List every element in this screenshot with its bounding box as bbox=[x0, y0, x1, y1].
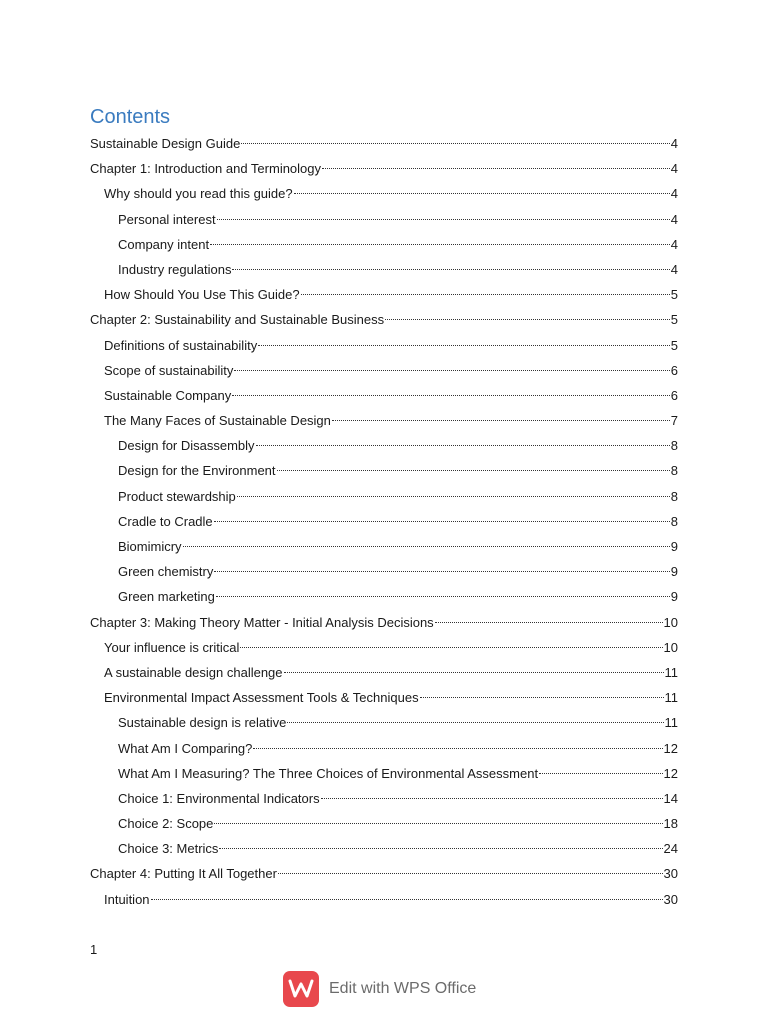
toc-entry-page: 5 bbox=[670, 287, 678, 303]
toc-dot-leader bbox=[183, 546, 670, 547]
toc-dot-leader bbox=[258, 345, 670, 346]
toc-entry-title: Industry regulations bbox=[118, 261, 232, 277]
toc-dot-leader bbox=[210, 244, 670, 245]
edit-with-wps-badge[interactable] bbox=[283, 971, 476, 1007]
toc-entry-title: How Should You Use This Guide? bbox=[104, 287, 300, 303]
toc-entry[interactable] bbox=[90, 181, 678, 206]
toc-entry-page: 10 bbox=[663, 639, 678, 655]
toc-entry[interactable] bbox=[90, 710, 678, 735]
toc-entry[interactable] bbox=[90, 736, 678, 761]
toc-entry-page: 4 bbox=[670, 261, 678, 277]
toc-entry-page: 11 bbox=[664, 690, 678, 706]
toc-dot-leader bbox=[217, 219, 670, 220]
toc-dot-leader bbox=[241, 143, 669, 144]
table-of-contents bbox=[90, 131, 678, 912]
toc-entry[interactable] bbox=[90, 534, 678, 559]
toc-entry-title: What Am I Measuring? The Three Choices of Environmental Assessment bbox=[118, 765, 539, 781]
toc-entry-page: 8 bbox=[670, 488, 678, 504]
toc-dot-leader bbox=[277, 470, 670, 471]
toc-entry-page: 12 bbox=[663, 740, 678, 756]
wps-badge-label: Edit with WPS Office bbox=[329, 980, 477, 997]
toc-entry[interactable] bbox=[90, 307, 678, 332]
toc-entry-page: 4 bbox=[670, 136, 678, 151]
toc-dot-leader bbox=[256, 445, 670, 446]
toc-entry-page: 10 bbox=[663, 614, 678, 630]
wps-office-logo-icon bbox=[283, 971, 319, 1007]
toc-entry[interactable] bbox=[90, 484, 678, 509]
toc-entry-title: The Many Faces of Sustainable Design bbox=[104, 413, 331, 429]
toc-entry[interactable] bbox=[90, 408, 678, 433]
toc-entry[interactable] bbox=[90, 811, 678, 836]
page-number: 1 bbox=[90, 942, 98, 957]
toc-entry-title: Chapter 2: Sustainability and Sustainable Business bbox=[90, 312, 385, 328]
toc-dot-leader bbox=[216, 596, 670, 597]
toc-entry[interactable] bbox=[90, 559, 678, 584]
toc-entry-page: 12 bbox=[663, 765, 678, 781]
toc-entry-page: 4 bbox=[670, 211, 678, 227]
toc-dot-leader bbox=[321, 798, 663, 799]
toc-dot-leader bbox=[219, 848, 662, 849]
toc-entry-page: 24 bbox=[663, 841, 678, 857]
toc-dot-leader bbox=[301, 294, 670, 295]
toc-dot-leader bbox=[435, 622, 663, 623]
toc-entry-page: 5 bbox=[670, 337, 678, 353]
toc-entry-title: Chapter 3: Making Theory Matter - Initial Analysis Decisions bbox=[90, 614, 434, 630]
toc-entry-title: Choice 2: Scope bbox=[118, 816, 214, 832]
toc-entry[interactable] bbox=[90, 358, 678, 383]
toc-entry-title: Choice 1: Environmental Indicators bbox=[118, 790, 320, 806]
toc-dot-leader bbox=[214, 521, 670, 522]
toc-entry[interactable] bbox=[90, 610, 678, 635]
toc-entry-page: 7 bbox=[670, 413, 678, 429]
toc-dot-leader bbox=[214, 571, 669, 572]
toc-dot-leader bbox=[214, 823, 662, 824]
toc-entry-page: 9 bbox=[670, 539, 678, 554]
toc-entry-page: 11 bbox=[664, 715, 678, 731]
toc-dot-leader bbox=[385, 319, 670, 320]
toc-entry-title: Scope of sustainability bbox=[104, 362, 234, 378]
toc-entry[interactable] bbox=[90, 207, 678, 232]
toc-entry-page: 8 bbox=[670, 438, 678, 454]
toc-entry[interactable] bbox=[90, 433, 678, 458]
toc-dot-leader bbox=[253, 748, 662, 749]
toc-entry[interactable] bbox=[90, 786, 678, 811]
toc-heading: Contents bbox=[90, 106, 171, 128]
toc-entry-page: 18 bbox=[663, 816, 678, 832]
toc-entry[interactable] bbox=[90, 458, 678, 483]
toc-entry[interactable] bbox=[90, 635, 678, 660]
toc-dot-leader bbox=[287, 722, 663, 723]
toc-dot-leader bbox=[232, 269, 669, 270]
toc-entry-title: Design for Disassembly bbox=[118, 438, 255, 454]
toc-entry-title: Sustainable design is relative bbox=[118, 715, 287, 731]
toc-entry[interactable] bbox=[90, 131, 678, 156]
toc-dot-leader bbox=[240, 647, 662, 648]
toc-entry-title: Green marketing bbox=[118, 589, 215, 605]
toc-entry-title: What Am I Comparing? bbox=[118, 740, 253, 756]
toc-entry-page: 8 bbox=[670, 513, 678, 529]
toc-entry-title: Design for the Environment bbox=[118, 463, 276, 479]
toc-entry[interactable] bbox=[90, 584, 678, 609]
toc-entry-title: A sustainable design challenge bbox=[104, 664, 283, 680]
toc-dot-leader bbox=[234, 370, 669, 371]
toc-entry[interactable] bbox=[90, 761, 678, 786]
toc-entry-page: 30 bbox=[663, 891, 678, 907]
toc-entry-title: Environmental Impact Assessment Tools & Techniques bbox=[104, 690, 419, 706]
toc-entry-title: Green chemistry bbox=[118, 564, 214, 580]
toc-entry-page: 8 bbox=[670, 463, 678, 479]
toc-entry-page: 4 bbox=[670, 161, 678, 177]
toc-entry-title: Definitions of sustainability bbox=[104, 337, 258, 353]
toc-entry-title: Why should you read this guide? bbox=[104, 186, 293, 202]
toc-entry-title: Company intent bbox=[118, 236, 210, 252]
toc-dot-leader bbox=[332, 420, 670, 421]
toc-entry[interactable] bbox=[90, 861, 678, 886]
toc-entry-page: 6 bbox=[670, 387, 678, 403]
toc-entry[interactable] bbox=[90, 257, 678, 282]
toc-entry-page: 9 bbox=[670, 589, 678, 605]
toc-entry-title: Your influence is critical bbox=[104, 639, 240, 655]
toc-entry[interactable] bbox=[90, 509, 678, 534]
toc-entry[interactable] bbox=[90, 156, 678, 181]
toc-entry-title: Chapter 1: Introduction and Terminology bbox=[90, 161, 322, 177]
toc-dot-leader bbox=[278, 873, 663, 874]
toc-dot-leader bbox=[420, 697, 664, 698]
toc-entry[interactable] bbox=[90, 333, 678, 358]
toc-entry-title: Cradle to Cradle bbox=[118, 513, 213, 529]
toc-entry-title: Biomimicry bbox=[118, 539, 182, 554]
toc-entry[interactable] bbox=[90, 887, 678, 912]
toc-entry-title: Sustainable Company bbox=[104, 387, 232, 403]
toc-entry[interactable] bbox=[90, 383, 678, 408]
toc-entry-page: 30 bbox=[663, 866, 678, 882]
toc-entry[interactable] bbox=[90, 282, 678, 307]
toc-entry[interactable] bbox=[90, 685, 678, 710]
toc-dot-leader bbox=[232, 395, 670, 396]
toc-entry-page: 6 bbox=[670, 362, 678, 378]
toc-entry-page: 5 bbox=[670, 312, 678, 328]
toc-entry-page: 4 bbox=[670, 236, 678, 252]
toc-entry-page: 4 bbox=[670, 186, 678, 202]
toc-entry-page: 9 bbox=[670, 564, 678, 580]
toc-entry-page: 14 bbox=[663, 790, 678, 806]
toc-entry[interactable] bbox=[90, 836, 678, 861]
toc-dot-leader bbox=[294, 193, 670, 194]
toc-entry[interactable] bbox=[90, 232, 678, 257]
toc-entry-page: 11 bbox=[664, 664, 678, 680]
toc-dot-leader bbox=[151, 899, 663, 900]
toc-entry-title: Intuition bbox=[104, 891, 150, 907]
toc-dot-leader bbox=[539, 773, 662, 774]
toc-entry-title: Sustainable Design Guide bbox=[90, 136, 241, 151]
toc-entry[interactable] bbox=[90, 660, 678, 685]
toc-dot-leader bbox=[284, 672, 664, 673]
toc-entry-title: Product stewardship bbox=[118, 488, 236, 504]
toc-entry-title: Chapter 4: Putting It All Together bbox=[90, 866, 277, 882]
toc-entry-title: Choice 3: Metrics bbox=[118, 841, 219, 857]
toc-dot-leader bbox=[322, 168, 670, 169]
toc-entry-title: Personal interest bbox=[118, 211, 216, 227]
toc-dot-leader bbox=[237, 496, 670, 497]
